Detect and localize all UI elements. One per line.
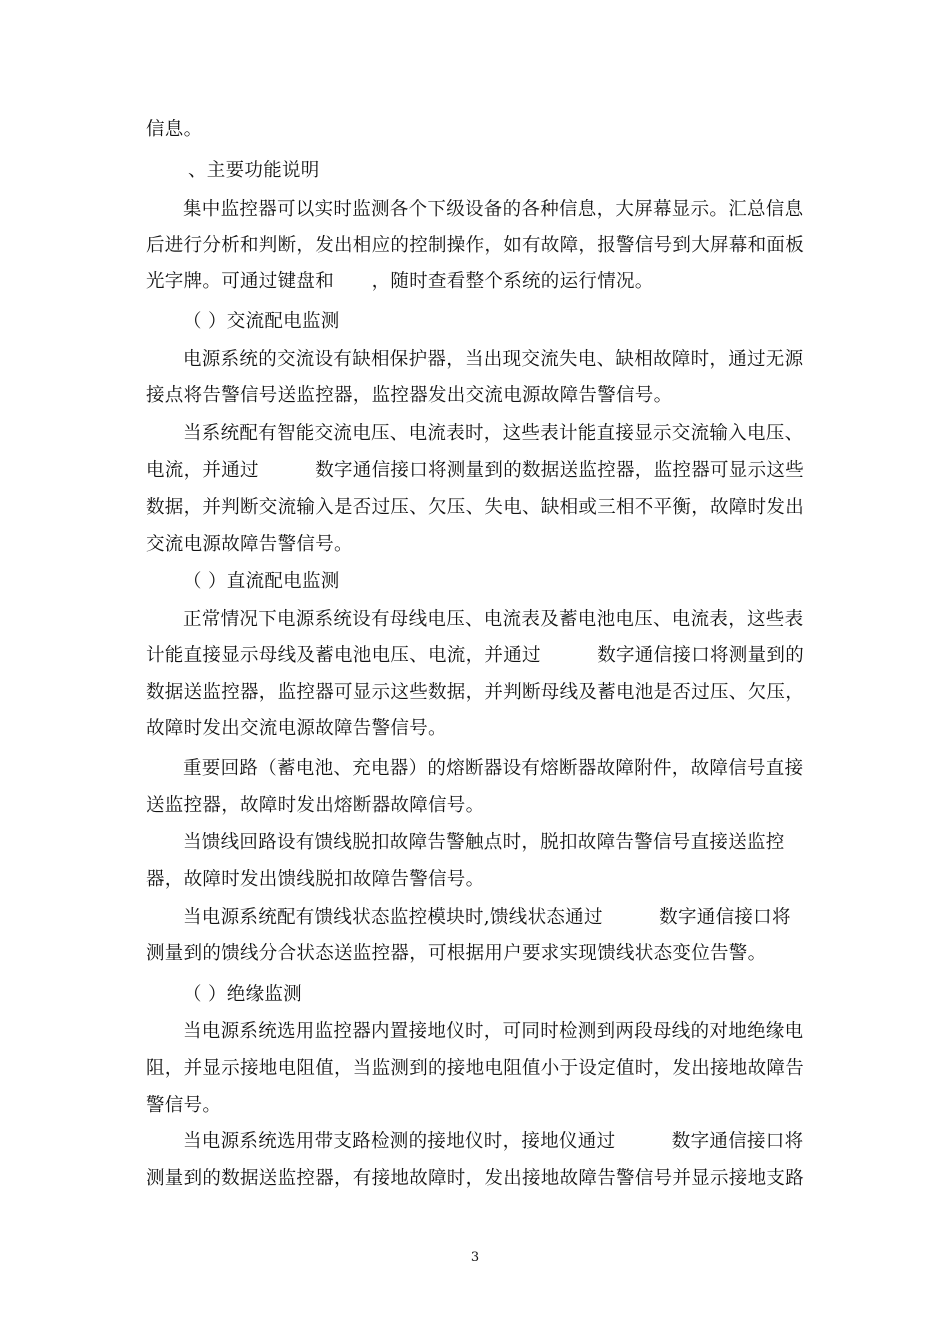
text-line: 信息。 [146, 119, 203, 140]
page-number: 3 [470, 1250, 480, 1265]
text-line: 送监控器，故障时发出熔断器故障信号。 [146, 795, 485, 816]
text-line: 当电源系统选用监控器内置接地仪时，可同时检测到两段母线的对地绝缘电 [183, 1021, 804, 1042]
text-line: 器，故障时发出馈线脱扣故障告警信号。 [146, 869, 485, 890]
text-line: 交流电源故障告警信号。 [146, 534, 353, 555]
subsection-heading: （ ）交流配电监测 [183, 311, 340, 332]
subsection-heading: （ ）直流配电监测 [183, 571, 340, 592]
text-line: 数据送监控器，监控器可显示这些数据，并判断母线及蓄电池是否过压、欠压， [146, 682, 805, 703]
text-line: 数据，并判断交流输入是否过压、欠压、失电、缺相或三相不平衡，故障时发出 [146, 497, 805, 518]
text-line: 集中监控器可以实时监测各个下级设备的各种信息，大屏幕显示。汇总信息 [183, 199, 804, 220]
text-line: 计能直接显示母线及蓄电池电压、电流，并通过 数字通信接口将测量到的 [146, 645, 805, 666]
subsection-heading: （ ）绝缘监测 [183, 984, 302, 1005]
text-line: 测量到的馈线分合状态送监控器，可根据用户要求实现馈线状态变位告警。 [146, 943, 767, 964]
text-line: 警信号。 [146, 1095, 222, 1116]
text-line: 重要回路（蓄电池、充电器）的熔断器设有熔断器故障附件，故障信号直接 [183, 758, 804, 779]
text-line: 接点将告警信号送监控器，监控器发出交流电源故障告警信号。 [146, 385, 673, 406]
text-line: 当馈线回路设有馈线脱扣故障告警触点时，脱扣故障告警信号直接送监控 [183, 832, 785, 853]
text-line: 测量到的数据送监控器，有接地故障时，发出接地故障告警信号并显示接地支路 [146, 1168, 805, 1189]
text-line: 电流，并通过 数字通信接口将测量到的数据送监控器，监控器可显示这些 [146, 460, 805, 481]
text-line: 电源系统的交流设有缺相保护器，当出现交流失电、缺相故障时，通过无源 [183, 349, 804, 370]
text-line: 当电源系统选用带支路检测的接地仪时，接地仪通过 数字通信接口将 [183, 1131, 804, 1152]
text-line: 后进行分析和判断，发出相应的控制操作，如有故障，报警信号到大屏幕和面板 [146, 235, 805, 256]
text-line: 正常情况下电源系统设有母线电压、电流表及蓄电池电压、电流表，这些表 [183, 609, 804, 630]
text-line: 当系统配有智能交流电压、电流表时，这些表计能直接显示交流输入电压、 [183, 423, 804, 444]
text-line: 当电源系统配有馈线状态监控模块时,馈线状态通过 数字通信接口将 [183, 907, 791, 928]
text-line: 阻，并显示接地电阻值，当监测到的接地电阻值小于设定值时，发出接地故障告 [146, 1058, 805, 1079]
text-line: 光字牌。可通过键盘和 ，随时查看整个系统的运行情况。 [146, 271, 654, 292]
text-line: 故障时发出交流电源故障告警信号。 [146, 718, 447, 739]
section-heading: 、主要功能说明 [188, 160, 320, 181]
